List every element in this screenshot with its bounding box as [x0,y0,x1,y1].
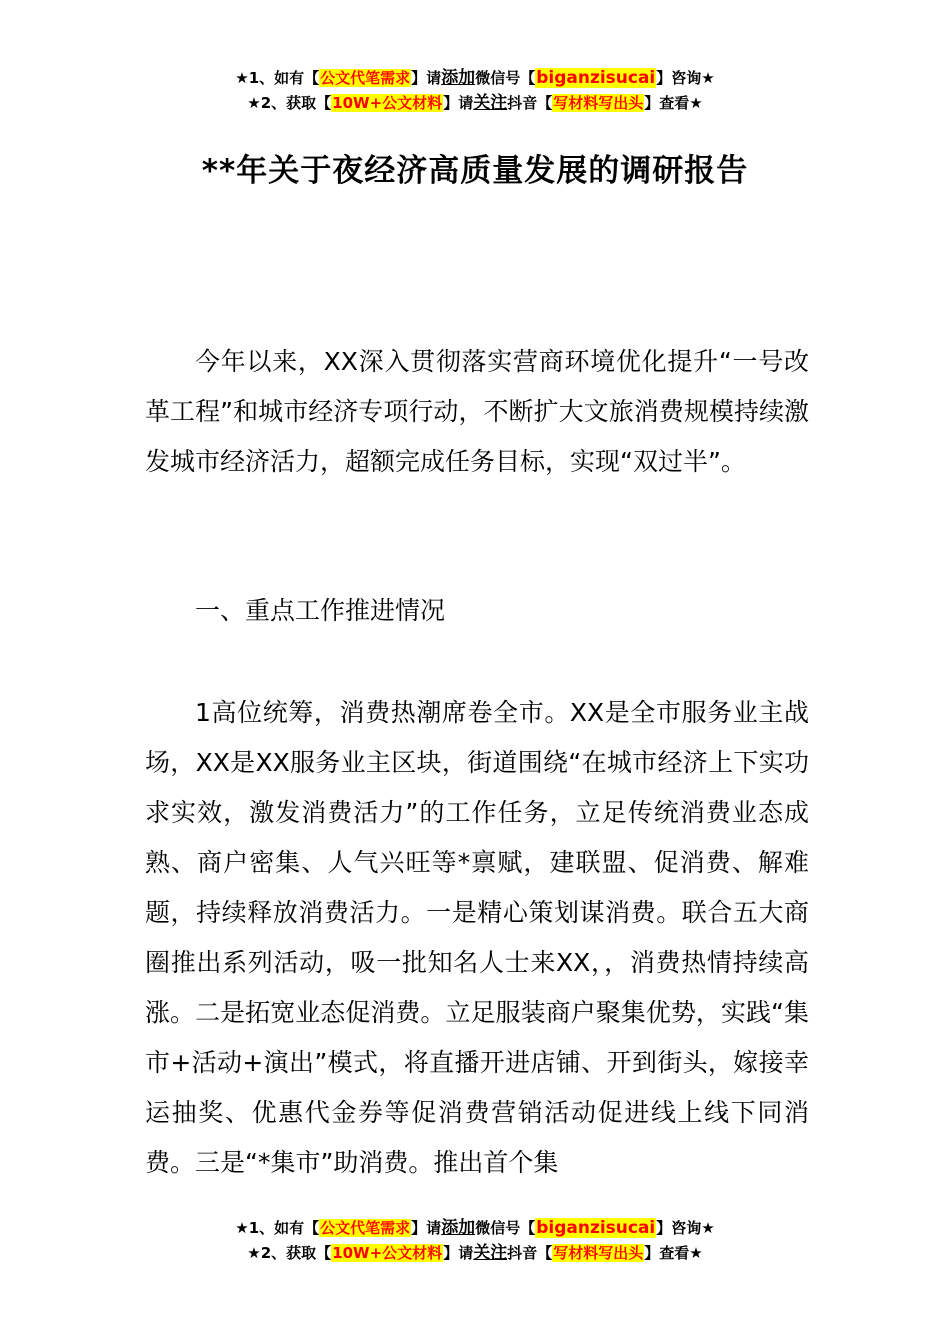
intro-paragraph [145,337,809,487]
promo-line-2 [0,91,950,116]
promo-text: ★2、获取【 [247,94,332,112]
promo-banner-top [0,66,950,116]
promo-line-2 [0,1241,950,1266]
promo-text: 抖音【 [507,1244,553,1262]
promo-emphasis: 添加 [441,1218,476,1238]
promo-highlight: 10W+公文材料 [332,94,443,112]
promo-text: 】请 [443,1244,474,1262]
promo-text: ★1、如有【 [235,69,320,87]
intro-text: 今年以来，XX深入贯彻落实营商环境优化提升“一号改革工程”和城市经济专项行动，不断扩大文旅消费规模持续激发城市经济活力，超额完成任务目标，实现“双过半”。 [145,347,809,476]
promo-text: 】请 [443,94,474,112]
promo-text: ★2、获取【 [247,1244,332,1262]
promo-text: 】咨询★ [656,1219,715,1237]
douyin-id-highlight: 写材料写出头 [553,94,644,112]
promo-emphasis: 关注 [473,93,508,113]
promo-highlight: 10W+公文材料 [332,1244,443,1262]
wechat-id-highlight: biganzisucai [536,1218,656,1238]
promo-line-1 [0,66,950,91]
document-title: **年关于夜经济高质量发展的调研报告 [201,153,749,189]
promo-highlight: 公文代笔需求 [320,1219,411,1237]
promo-text: 抖音【 [507,94,553,112]
promo-banner-bottom [0,1216,950,1266]
promo-text: 】请 [411,69,442,87]
promo-text: 微信号【 [475,69,536,87]
promo-text: ★1、如有【 [235,1219,320,1237]
promo-text: 】查看★ [644,1244,703,1262]
section-heading: 一、重点工作推进情况 [195,596,446,625]
promo-emphasis: 关注 [473,1243,508,1263]
promo-text: 】查看★ [644,94,703,112]
promo-text: 微信号【 [475,1219,536,1237]
douyin-id-highlight: 写材料写出头 [553,1244,644,1262]
section-paragraph-text: 1高位统筹，消费热潮席卷全市。XX是全市服务业主战场，XX是XX服务业主区块，街道围绕“在城市经济上下实功求实效，激发消费活力”的工作任务，立足传统消费业态成熟、商户密集、人气兴旺等*禀赋，建联盟、促消费、解难题，持续释放消费活力。一是精心策划谋消费。联合五大商圈推出系列活动，吸一批知名人士来XX，，消费热情持续高涨。二是拓宽业态促消费。立足服装商户聚集优势，实践“集市+活动+演出”模式，将直播开进店铺、开到街头，嫁接幸运抽奖、优惠代金券等促消费营销活动促进线上线下同消费。三是“*集市”助消费。推出首个集 [145,698,809,1177]
promo-line-1 [0,1216,950,1241]
section-paragraph [145,688,809,1188]
promo-highlight: 公文代笔需求 [320,69,411,87]
promo-text: 】请 [411,1219,442,1237]
promo-text: 】咨询★ [656,69,715,87]
wechat-id-highlight: biganzisucai [536,68,656,88]
promo-emphasis: 添加 [441,68,476,88]
